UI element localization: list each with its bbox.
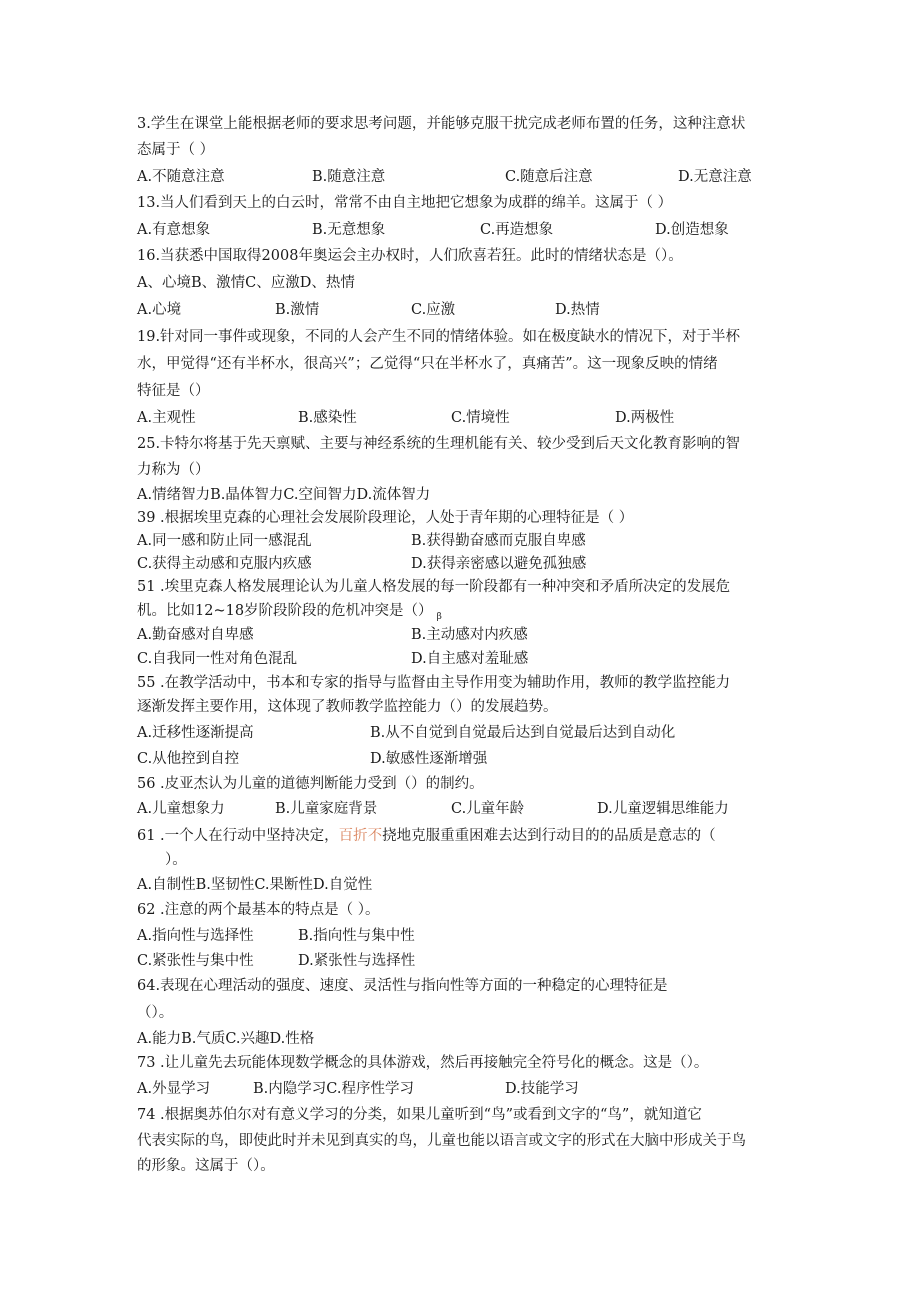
question-25-options: A.情绪智力B.晶体智力C.空间智力D.流体智力 (137, 487, 431, 503)
question-25-stem: 25.卡特尔将基于先天禀赋、主要与神经系统的生理机能有关、较少受到后天文化教育影响的智 (137, 436, 741, 452)
question-51-stem: 51 .埃里克森人格发展理论认为儿童人格发展的每一阶段都有一种冲突和矛盾所决定的发展危 (137, 579, 731, 595)
question-61-stem-b: 挠地克服重重困难去达到行动目的的品质是意志的（ (382, 828, 716, 844)
question-3-stem: 3.学生在课堂上能根据老师的要求思考问题，并能够克服干扰完成老师布置的任务，这种注意状 (137, 116, 746, 132)
question-51-stem-text: 机。比如12~18岁阶段阶段的危机冲突是（） (137, 603, 433, 619)
option-a: A.指向性与选择性 (137, 928, 254, 944)
option-c: C.自我同一性对角色混乱 (137, 651, 298, 667)
question-39-stem: 39 .根据埃里克森的心理社会发展阶段理论，人处于青年期的心理特征是（ ） (137, 510, 634, 526)
question-64-options: A.能力B.气质C.兴趣D.性格 (137, 1031, 315, 1047)
option-c: C.儿童年龄 (451, 801, 525, 817)
question-64-stem: 64.表现在心理活动的强度、速度、灵活性与指向性等方面的一种稳定的心理特征是 (137, 978, 668, 994)
option-c: C.再造想象 (480, 222, 554, 238)
option-c: C.从他控到自控 (137, 751, 240, 767)
question-3-stem-cont: 态属于（ ） (137, 142, 215, 158)
question-25-stem-cont: 力称为（） (137, 462, 210, 478)
option-c: C.获得主动感和克服内疚感 (137, 556, 312, 572)
option-d: D.两极性 (615, 410, 675, 426)
option-a: A.心境 (137, 302, 182, 318)
option-b: B.感染性 (298, 410, 357, 426)
option-a: A.不随意注意 (137, 169, 225, 185)
question-13-stem: 13.当人们看到天上的白云时，常常不由自主地把它想象为成群的绵羊。这属于（ ） (137, 195, 673, 211)
question-19-stem-cont2: 特征是（） (137, 383, 210, 399)
option-a: A.同一感和防止同一感混乱 (137, 533, 312, 549)
question-61-options: A.自制性B.坚韧性C.果断性D.自觉性 (137, 877, 373, 893)
question-55-stem: 55 .在教学活动中，书本和专家的指导与监督由主导作用变为辅助作用，教师的教学监控能力 (137, 675, 731, 691)
option-d: D.儿童逻辑思维能力 (597, 801, 729, 817)
option-b: B.内隐学习C.程序性学习 (253, 1081, 414, 1097)
question-55-stem-cont: 逐渐发挥主要作用，这体现了教师教学监控能力（）的发展趋势。 (137, 699, 558, 715)
option-d: D.自主感对羞耻感 (411, 651, 529, 667)
option-d: D.无意注意 (678, 169, 752, 185)
option-b: B.从不自觉到自觉最后达到自觉最后达到自动化 (370, 725, 676, 741)
question-16-stem: 16.当获悉中国取得2008年奥运会主办权时，人们欣喜若狂。此时的情绪状态是（）。 (137, 248, 683, 264)
option-a: A.儿童想象力 (137, 801, 225, 817)
question-74-stem-cont2: 的形象。这属于（）。 (137, 1158, 275, 1174)
option-b: B.无意想象 (312, 222, 386, 238)
question-61-stem-a: 61 .一个人在行动中坚持决定， (137, 828, 339, 844)
option-b: B.获得勤奋感而克服自卑感 (411, 533, 586, 549)
option-a: A.迁移性逐渐提高 (137, 725, 254, 741)
question-64-stem-cont: （）。 (137, 1005, 174, 1021)
option-d: D.紧张性与选择性 (298, 953, 416, 969)
option-a: A.主观性 (137, 410, 196, 426)
highlighted-text: 百折不 (338, 828, 383, 844)
option-c: C.情境性 (451, 410, 510, 426)
question-73-stem: 73 .让儿童先去玩能体现数学概念的具体游戏，然后再接触完全符号化的概念。这是（）。 (137, 1055, 709, 1071)
question-74-stem-cont: 代表实际的鸟，即使此时并未见到真实的鸟，儿童也能以语言或文字的形式在大脑中形成关于鸟 (137, 1133, 746, 1149)
question-51-stem-cont (137, 600, 442, 622)
option-c: C.应激 (411, 302, 456, 318)
question-62-stem: 62 .注意的两个最基本的特点是（ ）。 (137, 902, 380, 918)
question-74-stem: 74 .根据奥苏伯尔对有意义学习的分类，如果儿童听到“鸟”或看到文字的“鸟”，就知道它 (137, 1107, 702, 1123)
option-d: D.热情 (555, 302, 600, 318)
option-b: B.激情 (275, 302, 320, 318)
option-d: D.创造想象 (655, 222, 729, 238)
option-a: A.外显学习 (137, 1081, 211, 1097)
question-19-stem: 19.针对同一事件或现象，不同的人会产生不同的情绪体验。如在极度缺水的情况下，对于半杯 (137, 329, 741, 345)
question-61-stem (137, 825, 716, 847)
option-a: A.有意想象 (137, 222, 211, 238)
option-b: B.儿童家庭背景 (275, 801, 378, 817)
question-61-stem-cont: ）。 (165, 852, 187, 868)
option-d: D.获得亲密感以避免孤独感 (411, 556, 587, 572)
option-c: C.紧张性与集中性 (137, 953, 254, 969)
option-d: D.技能学习 (505, 1081, 579, 1097)
question-16-inline-options: A、心境B、激情C、应激D、热情 (137, 275, 355, 291)
option-c: C.随意后注意 (505, 169, 593, 185)
question-19-stem-cont: 水，甲觉得“还有半杯水，很高兴”；乙觉得“只在半杯水了，真痛苦”。这一现象反映的情绪 (137, 356, 718, 372)
option-d: D.敏感性逐渐增强 (370, 751, 488, 767)
option-b: B.主动感对内疚感 (411, 627, 528, 643)
option-b: B.指向性与集中性 (298, 928, 415, 944)
question-56-stem: 56 .皮亚杰认为儿童的道德判断能力受到（）的制约。 (137, 776, 484, 792)
option-b: B.随意注意 (312, 169, 386, 185)
stray-mark: β (436, 611, 442, 622)
option-a: A.勤奋感对自卑感 (137, 627, 254, 643)
